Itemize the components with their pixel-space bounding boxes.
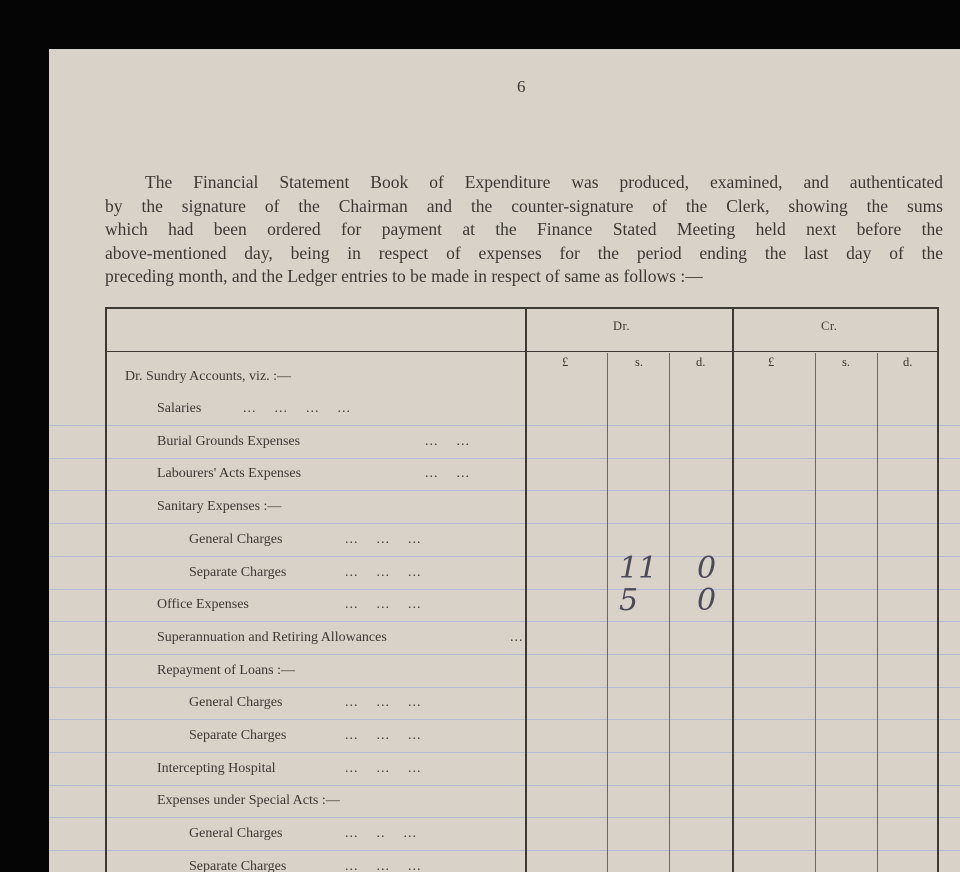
row-leader-dots: ... ... ... bbox=[345, 531, 422, 547]
ruled-line bbox=[49, 687, 960, 688]
dr-column-divider bbox=[525, 307, 527, 872]
intro-line: by the signature of the Chairman and the counter-signature of the Clerk, showing the sums bbox=[105, 195, 943, 216]
row-leader-dots: ... ... bbox=[425, 433, 470, 449]
row-label: Salaries bbox=[157, 401, 202, 416]
cr-header: Cr. bbox=[821, 319, 838, 333]
header-underline bbox=[107, 351, 937, 352]
cr-pounds-header: £ bbox=[768, 355, 775, 369]
row-leader-dots: ... ... ... bbox=[345, 728, 422, 743]
row-label: Sanitary Expenses :— bbox=[157, 499, 282, 515]
ruled-line bbox=[49, 458, 960, 459]
dr-d-divider bbox=[669, 353, 670, 872]
row-label: Repayment of Loans :— bbox=[157, 662, 296, 678]
ruled-line bbox=[49, 719, 960, 720]
handwritten-shillings: 5 bbox=[619, 583, 639, 619]
row-leader-dots: ... ... ... bbox=[345, 597, 422, 613]
row-label: Intercepting Hospital bbox=[157, 760, 276, 776]
row-leader-dots: ... ... bbox=[425, 466, 470, 482]
cr-s-divider bbox=[815, 353, 816, 872]
ruled-line bbox=[49, 785, 960, 786]
intro-line: which had been ordered for payment at the Finance Stated Meeting held next before the bbox=[105, 219, 943, 239]
ruled-line bbox=[49, 556, 960, 557]
dr-pence-header: d. bbox=[696, 355, 706, 369]
row-label: Separate Charges bbox=[189, 564, 287, 580]
row-leader-dots: ... ... ... ... bbox=[243, 401, 351, 416]
ledger-page bbox=[49, 49, 960, 872]
table-top-rule bbox=[105, 307, 939, 309]
row-label: General Charges bbox=[189, 826, 283, 842]
row-label: Expenses under Special Acts :— bbox=[157, 793, 340, 809]
row-leader-dots: ... bbox=[510, 629, 524, 645]
cr-d-divider bbox=[877, 353, 878, 872]
ruled-line bbox=[49, 654, 960, 655]
handwritten-pence: 0 bbox=[697, 583, 717, 619]
ruled-line bbox=[49, 752, 960, 753]
row-leader-dots: ... ... ... bbox=[345, 564, 422, 580]
ruled-line bbox=[49, 817, 960, 818]
page-number: 6 bbox=[517, 77, 526, 96]
table-right-rule bbox=[937, 307, 939, 872]
table-section-heading: Dr. Sundry Accounts, viz. :— bbox=[125, 369, 292, 384]
row-label: Labourers' Acts Expenses bbox=[157, 466, 302, 482]
ruled-line bbox=[49, 621, 960, 622]
row-label: Separate Charges bbox=[189, 728, 287, 743]
row-leader-dots: ... ... ... bbox=[345, 695, 422, 711]
cr-column-divider bbox=[732, 307, 734, 872]
dr-pounds-header: £ bbox=[562, 355, 569, 369]
dr-shillings-header: s. bbox=[635, 355, 643, 369]
dr-s-divider bbox=[607, 353, 608, 872]
ruled-line bbox=[49, 490, 960, 491]
intro-line: preceding month, and the Ledger entries to be made in respect of same as follows :— bbox=[105, 266, 703, 286]
row-leader-dots: ... ... ... bbox=[345, 760, 422, 776]
intro-line: The Financial Statement Book of Expenditure was produced, examined, and authenticated bbox=[145, 172, 943, 192]
row-label: General Charges bbox=[189, 695, 283, 711]
row-label: Office Expenses bbox=[157, 597, 249, 613]
ruled-line bbox=[49, 425, 960, 426]
row-label: Burial Grounds Expenses bbox=[157, 433, 301, 449]
ruled-line bbox=[49, 523, 960, 524]
table-left-rule bbox=[105, 307, 107, 872]
dr-header: Dr. bbox=[613, 319, 631, 333]
row-label: General Charges bbox=[189, 531, 283, 547]
row-label: Separate Charges bbox=[189, 858, 287, 872]
ruled-line bbox=[49, 589, 960, 590]
intro-paragraph bbox=[105, 171, 943, 289]
row-leader-dots: ... .. ... bbox=[345, 826, 417, 842]
row-leader-dots: ... ... ... bbox=[345, 858, 422, 872]
cr-shillings-header: s. bbox=[842, 355, 850, 369]
intro-line: above-mentioned day, being in respect of expenses for the period ending the last day of the bbox=[105, 242, 943, 263]
cr-pence-header: d. bbox=[903, 355, 913, 369]
ruled-line bbox=[49, 850, 960, 851]
ledger-table bbox=[105, 307, 939, 872]
handwritten-pence: 0 bbox=[697, 550, 717, 586]
row-label: Superannuation and Retiring Allowances bbox=[157, 629, 387, 645]
handwritten-shillings: 11 bbox=[619, 550, 658, 586]
